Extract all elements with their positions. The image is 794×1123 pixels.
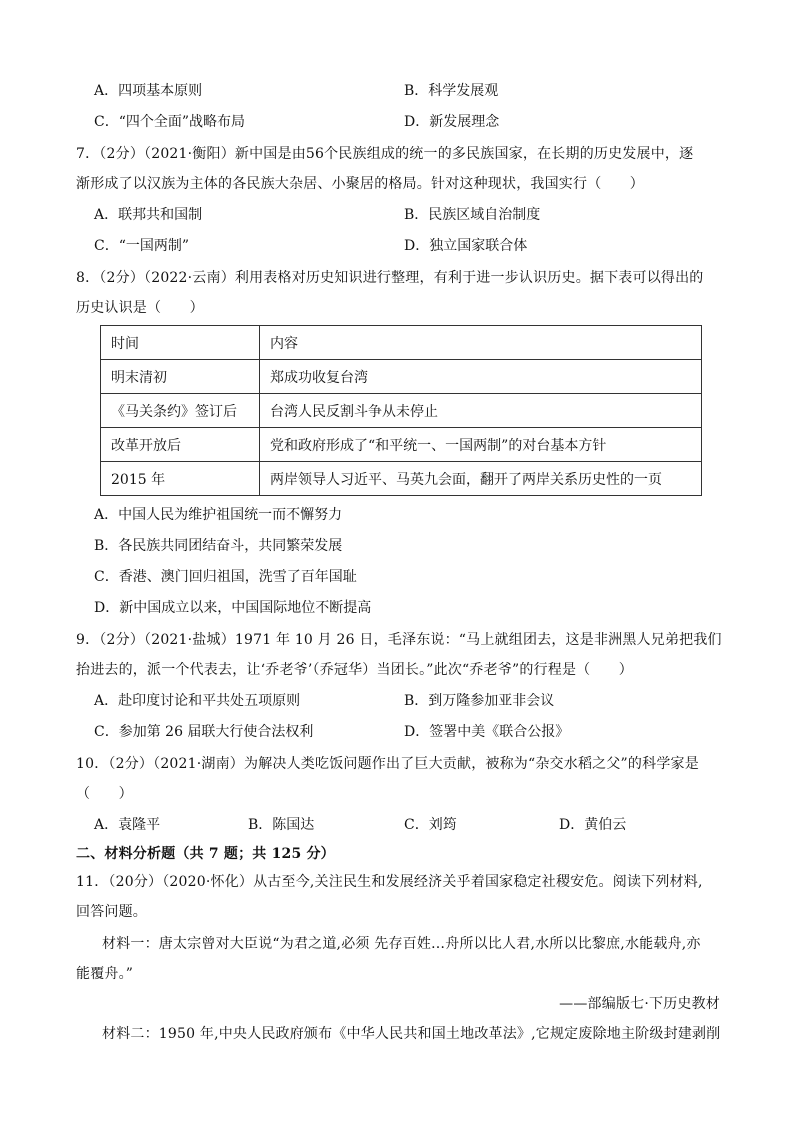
q10-option-d: D．黄伯云 — [559, 817, 627, 833]
q9-stem-line1: 9．（2分）（2021·盐城）1971 年 10 月 26 日，毛泽东说：“马上就组团去，这是非洲黑人兄弟把我们 — [76, 632, 722, 648]
q11-material2-line1: 材料二：1950 年,中央人民政府颁布《中华人民共和国土地改革法》,它规定废除地主阶级封建剥削 — [102, 1026, 721, 1042]
q9-option-c: C．参加第 26 届联大行使合法权利 — [94, 724, 314, 740]
q6-option-d: D．新发展理念 — [404, 114, 500, 130]
section-heading: 二、材料分析题（共 7 题；共 125 分） — [76, 846, 335, 862]
table-row — [101, 462, 702, 496]
q7-stem-line1: 7．（2分）（2021·衡阳）新中国是由56个民族组成的统一的多民族国家，在长期的历史发展中，逐 — [76, 146, 694, 162]
table-row — [101, 394, 702, 428]
q9-option-d: D．签署中美《联合公报》 — [404, 724, 570, 740]
table-row — [101, 360, 702, 394]
table-cell-content: 党和政府形成了“和平统一、一国两制”的对台基本方针 — [260, 428, 702, 462]
table-cell-time: 2015 年 — [101, 462, 260, 496]
q11-stem-line1: 11．（20分）（2020·怀化）从古至今,关注民生和发展经济关乎着国家稳定社稷安危。阅读下列材料, — [76, 874, 703, 890]
table-cell-content: 两岸领导人习近平、马英九会面，翻开了两岸关系历史性的一页 — [260, 462, 702, 496]
q8-stem-line2: 历史认识是（ ） — [76, 300, 204, 316]
table-row — [101, 428, 702, 462]
history-table — [100, 325, 702, 496]
q9-option-b: B．到万隆参加亚非会议 — [404, 693, 555, 709]
q8-option-d: D．新中国成立以来，中国国际地位不断提高 — [94, 600, 372, 616]
q8-option-b: B．各民族共同团结奋斗，共同繁荣发展 — [94, 538, 343, 554]
table-cell-time: 明末清初 — [101, 360, 260, 394]
table-cell-content: 郑成功收复台湾 — [260, 360, 702, 394]
q10-stem-line1: 10．（2分）（2021·湖南）为解决人类吃饭问题作出了巨大贡献，被称为“杂交水稻之父”的科学家是 — [76, 756, 699, 772]
q7-option-a: A．联邦共和国制 — [94, 207, 203, 223]
table-header-row — [101, 326, 702, 360]
q10-option-b: B．陈国达 — [248, 817, 315, 833]
q11-material1-source: ——部编版七·下历史教材 — [559, 996, 720, 1012]
q9-option-a: A．赴印度讨论和平共处五项原则 — [94, 693, 301, 709]
q6-option-b: B．科学发展观 — [404, 83, 499, 99]
q7-option-b: B．民族区域自治制度 — [404, 207, 541, 223]
table-cell-content: 台湾人民反割斗争从未停止 — [260, 394, 702, 428]
q9-stem-line2: 抬进去的，派一个代表去，让‘乔老爷’（乔冠华）当团长。”此次“乔老爷”的行程是（ ） — [76, 662, 633, 678]
q7-stem-line2: 渐形成了以汉族为主体的各民族大杂居、小聚居的格局。针对这种现状，我国实行（ ） — [76, 176, 644, 192]
table-header-content: 内容 — [260, 326, 702, 360]
q8-option-c: C．香港、澳门回归祖国，洗雪了百年国耻 — [94, 569, 357, 585]
q6-option-a: A．四项基本原则 — [94, 83, 203, 99]
q11-material1-line2: 能覆舟。” — [76, 966, 134, 982]
q7-option-c: C．“一国两制” — [94, 238, 190, 254]
q10-stem-line2: （ ） — [76, 786, 133, 802]
q6-option-c: C．“四个全面”战略布局 — [94, 114, 246, 130]
table-cell-time: 改革开放后 — [101, 428, 260, 462]
q11-material1-line1: 材料一：唐太宗曾对大臣说“为君之道,必须 先存百姓…舟所以比人君,水所以比黎庶,水能载舟,亦 — [102, 936, 701, 952]
table-header-time: 时间 — [101, 326, 260, 360]
q11-stem-line2: 回答问题。 — [76, 904, 147, 920]
q10-option-a: A．袁隆平 — [94, 817, 161, 833]
q10-option-c: C．刘筠 — [404, 817, 457, 833]
q8-stem-line1: 8．（2分）（2022·云南）利用表格对历史知识进行整理，有利于进一步认识历史。据下表可以得出的 — [76, 270, 704, 286]
q7-option-d: D．独立国家联合体 — [404, 238, 528, 254]
table-cell-time: 《马关条约》签订后 — [101, 394, 260, 428]
q8-option-a: A．中国人民为维护祖国统一而不懈努力 — [94, 507, 343, 523]
